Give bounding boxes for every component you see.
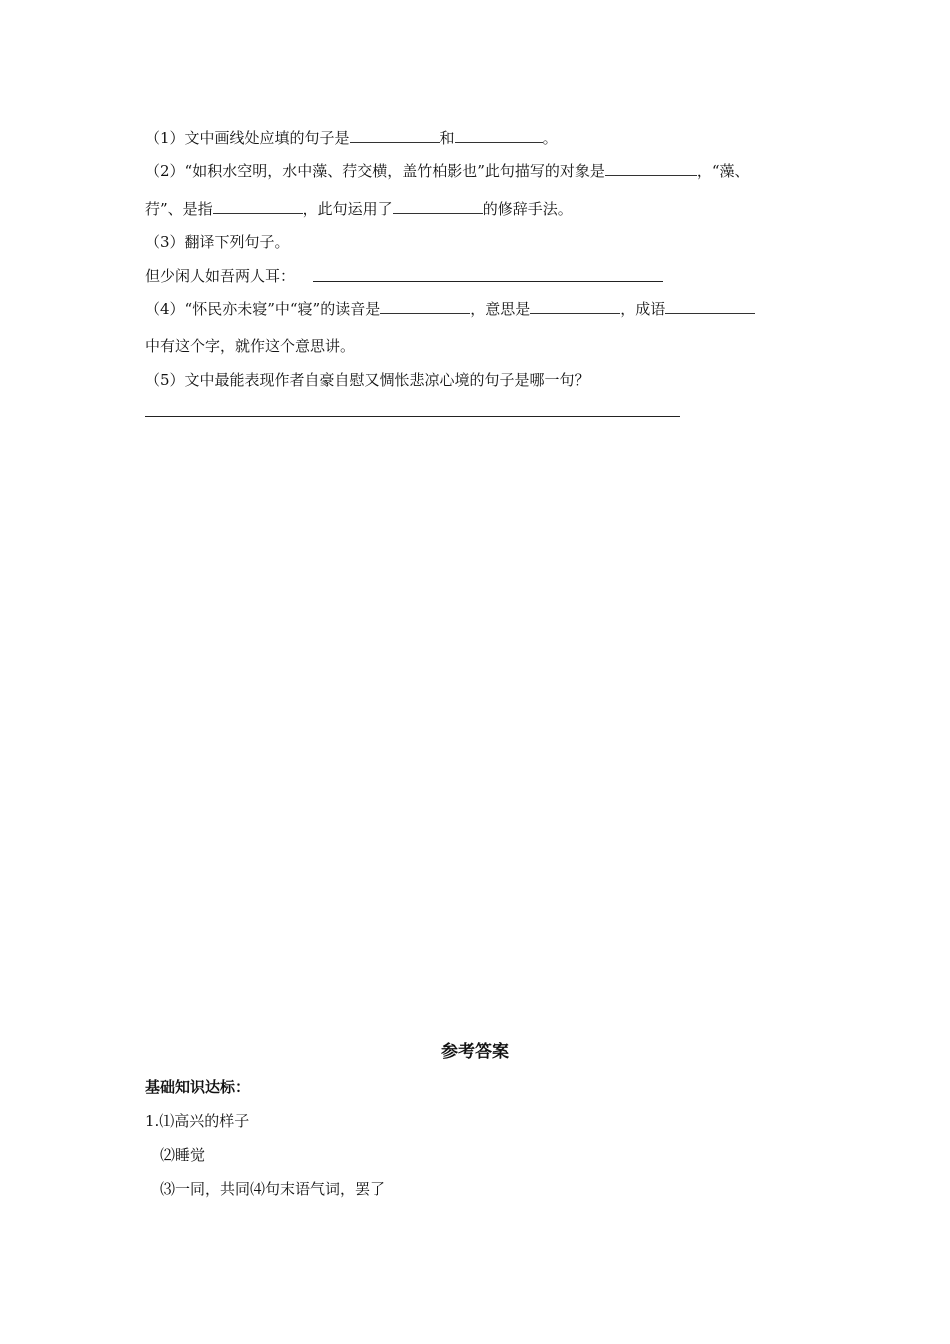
question-5-answer-line [145,416,680,417]
answer-blank [380,299,470,314]
question-1 [145,128,558,148]
question-4-prefix: （4）“怀民亦未寝”中“寝”的读音是 [145,300,381,318]
answer-item: ⑵睡觉 [160,1146,206,1164]
answer-blank [393,199,483,214]
answers-section-heading: 基础知识达标： [145,1078,251,1096]
question-4-mid2: ，成语 [620,300,666,318]
question-2-line1-suffix: ，“藻、 [696,162,750,180]
answer-item: 1.⑴高兴的样子 [145,1112,250,1130]
question-1-mid: 和 [439,129,455,147]
answer-blank [605,161,697,176]
question-3-sentence: 但少闲人如吾两人耳： [145,267,296,285]
question-2-line-1 [145,161,750,181]
question-5-label: （5）文中最能表现作者自豪自慰又惆怅悲凉心境的句子是哪一句？ [145,371,590,389]
answers-title: 参考答案 [441,1042,509,1062]
translation-answer-line [313,281,663,282]
question-4-mid1: ，意思是 [470,300,531,318]
question-4-line-1 [145,299,755,319]
question-2-line-2 [145,199,573,219]
question-1-suffix: 。 [542,129,558,147]
question-1-prefix: （1）文中画线处应填的句子是 [145,129,350,147]
question-4-line-2: 中有这个字，就作这个意思讲。 [145,337,356,355]
question-2-line2-prefix: 荇”、是指 [145,200,213,218]
question-2-prefix: （2）“如积水空明，水中藻、荇交横，盖竹柏影也”此句描写的对象是 [145,162,605,180]
answer-blank [213,199,303,214]
question-2-line2-mid: ，此句运用了 [302,200,393,218]
answer-blank [530,299,620,314]
answer-blank [665,299,755,314]
answer-blank [455,128,543,143]
question-3-label: （3）翻译下列句子。 [145,233,290,251]
answer-item: ⑶一同，共同⑷句末语气词，罢了 [160,1180,386,1198]
question-2-line2-suffix: 的修辞手法。 [482,200,573,218]
answer-blank [350,128,440,143]
